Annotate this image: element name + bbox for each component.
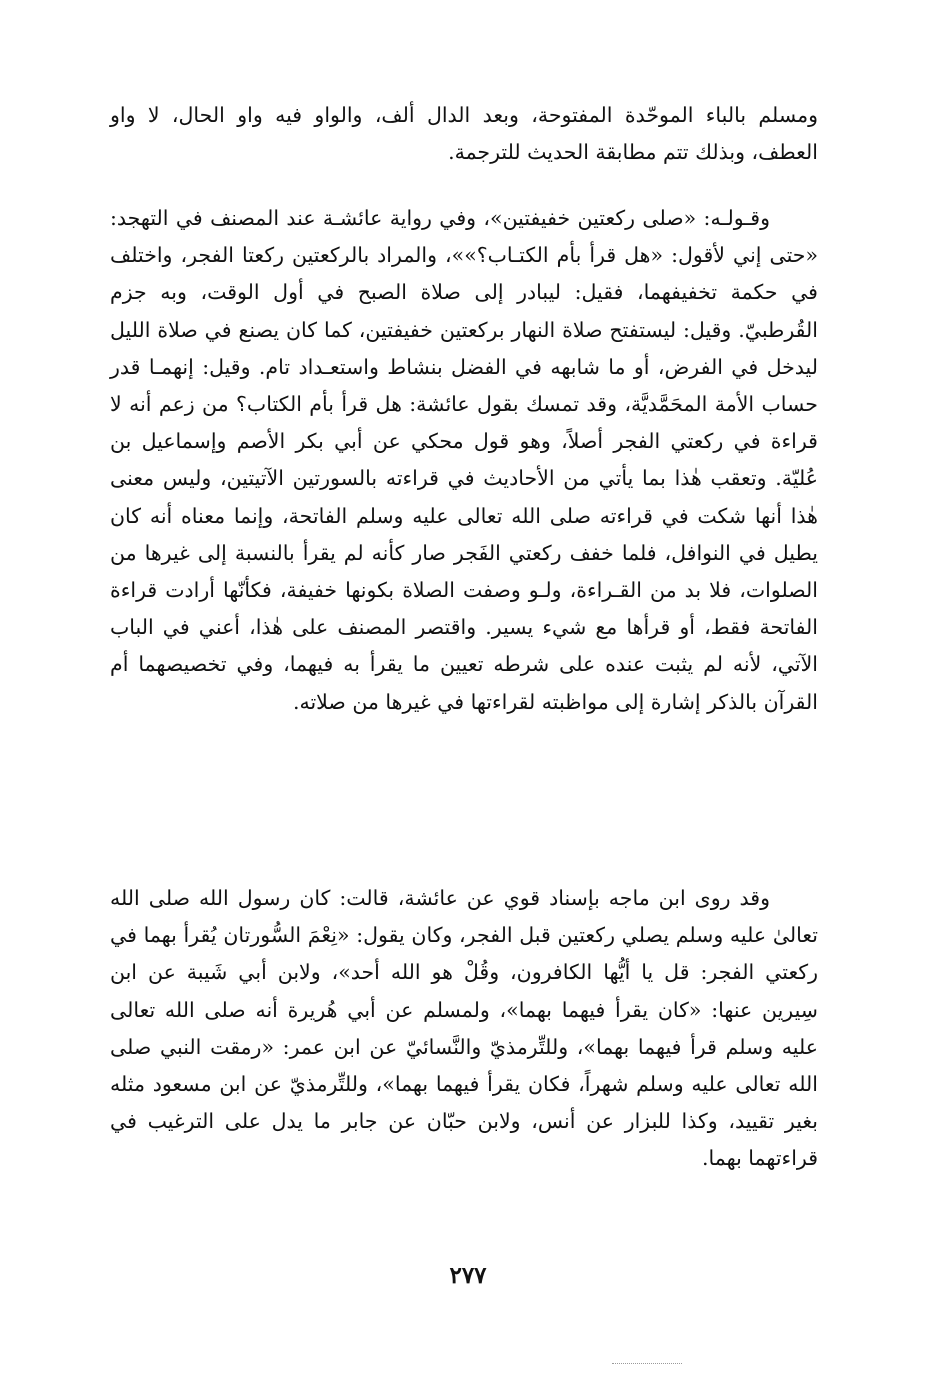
scan-artifact (612, 1363, 682, 1366)
paragraph-text (110, 880, 818, 1178)
paragraph-2 (110, 200, 818, 721)
text-line: النبي صلى الله تعالى عليه وسلم شهراً، فكان يقرأ فيهما بهما»، وللتِّرمذيّ عن (110, 1034, 818, 1097)
text-line: صلى الله تعالى عليه وسلم الفاتحة، وإنما معناه أنه كان يطيل في النوافل، فلما (110, 503, 818, 565)
text-line: الآتي، لأنه لم يثبت عنده على شرطه تعيين ما يقرأ به فيهما، وفي تخصيصهما (138, 652, 818, 677)
text-line: فقط، أو قرأها مع شيء يسير. واقتصر المصنف على هٰذا، أعني في الباب (110, 615, 751, 640)
text-line: الفجر، واختلف في حكمة تخفيفهما، فقيل: ليبادر إلى صلاة الصبح في أول (110, 243, 818, 305)
text-line: ومسلم بالباء الموحّدة المفتوحة، وبعد الدال ألف، والواو فيه واو الحال، لا واو (110, 103, 818, 127)
paragraph-1 (110, 97, 818, 171)
text-line: كان يصنع في صلاة الليل ليدخل في الفرض، أو ما شابهه في الفضل بنشاط (110, 317, 818, 379)
text-line: عن ابن سِيرين عنها: «كان يقرأ فيهما بهما»، ولمسلم عن أبي هُريرة أنه صلى (110, 960, 818, 1022)
text-line: الأحاديث في قراءته بالسورتين الآتيتين، وليس معنى هٰذا أنها شكت في قراءته (110, 466, 818, 528)
page-number: ٢٧٧ (449, 1262, 487, 1289)
text-line: قول محكي عن أبي بكر الأصم وإسماعيل بن عُليّة. وتعقب هٰذا بما يأتي من (110, 429, 818, 491)
text-line: من القـراءة، ولـو وصفت الصلاة بكونها خفيفة، فكأنّها أرادت قراءة الفاتحة (110, 578, 818, 640)
text-line: وقـولـه: «صلى ركعتين خفيفتين»، وفي رواية عائشـة عند المصنف في (175, 206, 770, 230)
text-line: الوقت، وبه جزم القُرطبيّ. وقيل: ليستفتح صلاة النهار بركعتين خفيفتين، كما (110, 280, 818, 342)
text-line: وقد روى ابن ماجه بإسناد قوي عن عائشة، قالت: كان رسول الله صلى (148, 886, 770, 910)
text-line: واستعـداد تام. وقيل: إنهمـا قدر حساب الأمة المحَمَّديَّة، وقد تمسك بقول (110, 354, 818, 417)
text-line: التهجد: «حتى إني لأقول: «هل قرأ بأم الكتـاب؟»»، والمراد بالركعتين ركعتا (110, 206, 818, 268)
paragraph-text (110, 200, 818, 721)
text-line: خفف ركعتي الفَجر صار كأنه لم يقرأ بالنسبة إلى غيرها من الصلوات، فلا بد (110, 540, 818, 603)
paragraph-3 (110, 880, 818, 1178)
text-line: الله تعالى عليه وسلم قرأ فيهما بهما»، وللتِّرمذيّ والنَّسائيّ عن ابن عمر: «رمقت (110, 997, 818, 1059)
text-line: أم القرآن بالذكر إشارة إلى مواظبته لقراءتها في غيرها من صلاته. (110, 652, 818, 714)
text-line: على الترغيب في قراءتهما بهما. (110, 1109, 818, 1171)
text-line: بهما في ركعتي الفجر: قل يا أيُّها الكافرون، وقُلْ هو الله أحد»، ولابن أبي شَيبة (110, 923, 818, 985)
text-line: العطف، وبذلك تتم مطابقة الحديث للترجمة. (448, 140, 818, 165)
text-line: عائشة: هل قرأ بأم الكتاب؟ من زعم أنه لا قراءة في ركعتي الفجر أصلاً، وهو (110, 392, 818, 454)
text-line: الله تعالىٰ عليه وسلم يصلي ركعتين قبل الفجر، وكان يقول: «نِعْمَ السُّورتان يُقرأ (110, 886, 818, 948)
paragraph-text (110, 97, 818, 171)
text-line: ابن مسعود مثله بغير تقييد، وكذا للبزار عن أنس، ولابن حبّان عن جابر ما يدل (110, 1072, 818, 1134)
